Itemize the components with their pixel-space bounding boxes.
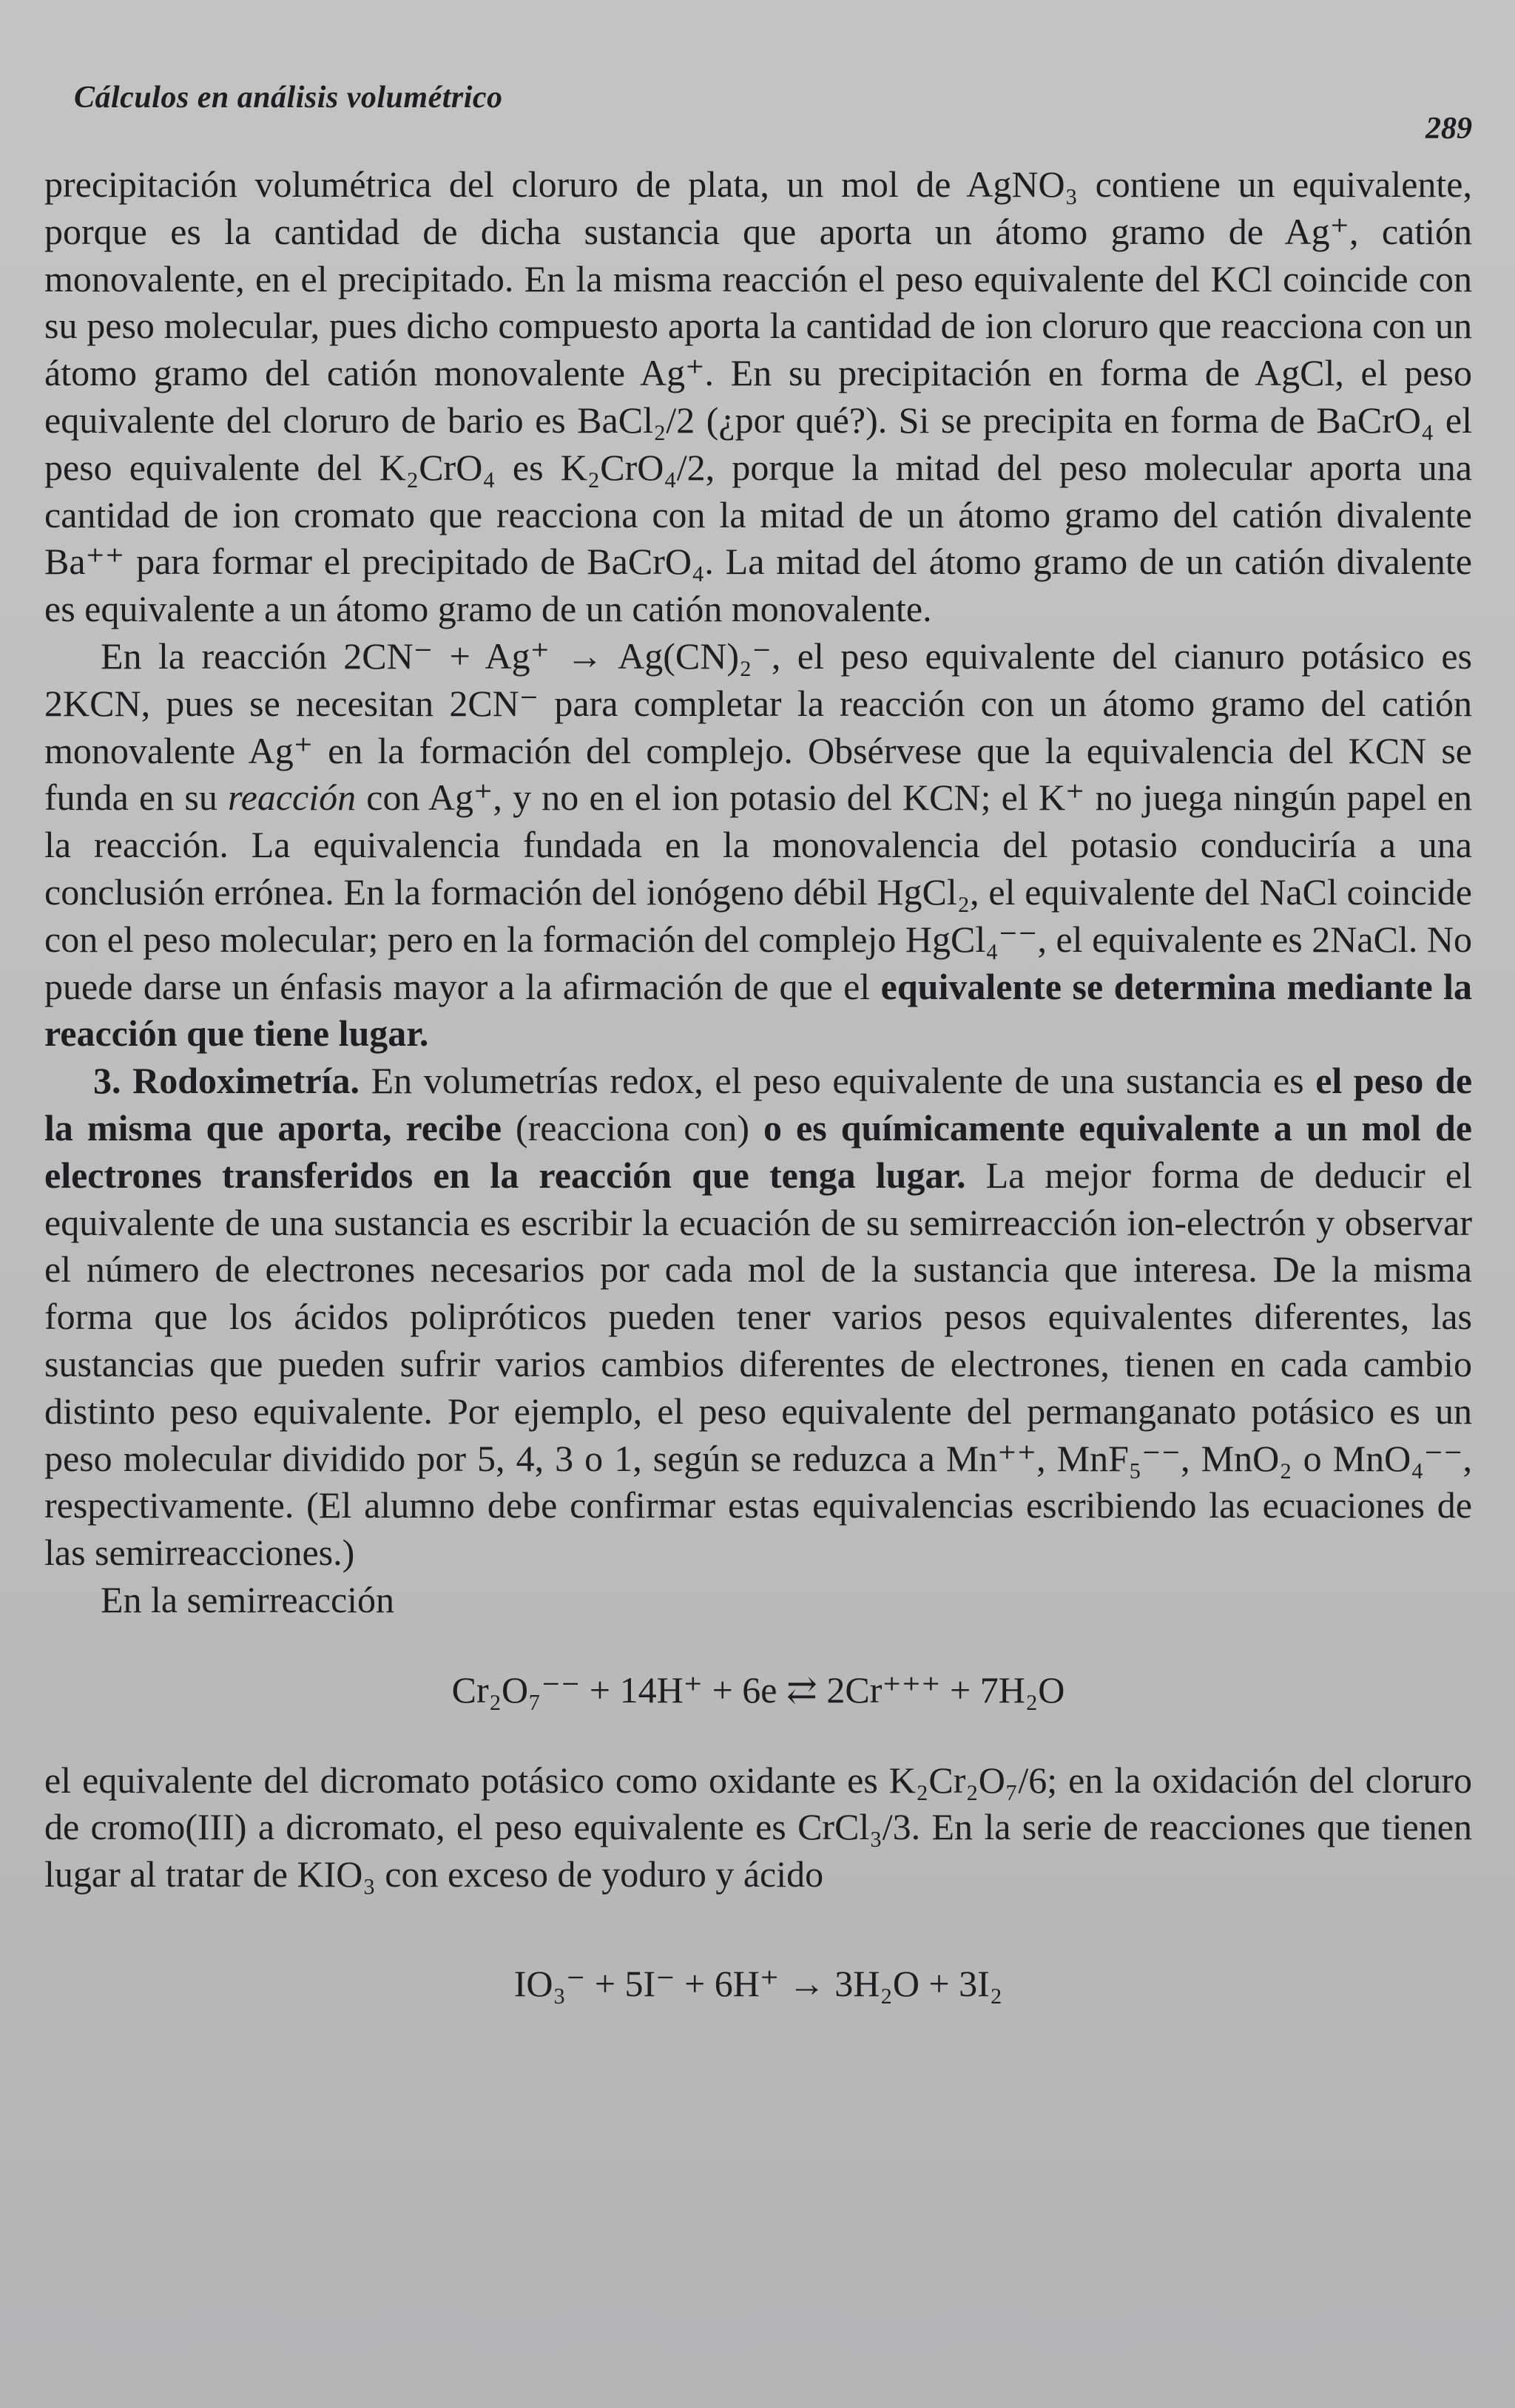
body-text <box>44 161 1472 2051</box>
paragraph-3-text-c: La mejor forma de deducir el equivalente de una sustancia es escribir la ecuación de su semirreacción ion-electrón y observar el número de electrones necesarios por cada mol de la sustancia que interesa. De la misma forma que los ácidos polipróticos pueden tener varios pesos equivalentes diferentes, las sustancias que pueden sufrir varios cambios diferentes de electrones, tienen en cada cambio distinto peso equivalente. Por ejemplo, el peso equivalente del permanganato potásico es un peso molecular dividido por 5, 4, 3 o 1, según se reduzca a Mn⁺⁺, MnF₅⁻⁻, MnO₂ o MnO₄⁻⁻, respectivamente. (El alumno debe confirmar estas equivalencias escribiendo las ecuaciones de las semirreacciones.) <box>44 1154 1472 1574</box>
section-number: 3. <box>93 1060 121 1102</box>
section-title: Rodoximetría. <box>132 1060 360 1102</box>
paragraph-2-italic: reacción <box>228 777 357 819</box>
paragraph-2-emphasis: equivalente se determina mediante la reacción que tiene lugar. <box>44 965 1472 1055</box>
paragraph-3 <box>44 1058 1472 1577</box>
paragraph-4: En la semirreacción <box>101 1578 395 1620</box>
paragraph-2 <box>44 633 1472 1058</box>
paragraph-3-text-a: En volumetrías redox, el peso equivalente de una sustancia es <box>360 1060 1316 1102</box>
paragraph-3-bold-2: o es químicamente equivalente a un mol de electrones transferidos en la reacción que tenga lugar. <box>44 1106 1472 1196</box>
page-number: 289 <box>1425 112 1472 146</box>
paragraph-2-text-b: con Ag⁺, y no en el ion potasio del KCN; el K⁺ no juega ningún papel en la reacción. La equivalencia fundada en la monovalencia del potasio conduciría a una conclusión errónea. En la formación del ionógeno débil HgCl₂, el equivalente del NaCl coincide con el peso molecular; pero en la formación del complejo HgCl₄⁻⁻, el equivalente es 2NaCl. No puede darse un énfasis mayor a la afirmación de que el <box>44 777 1472 1007</box>
paragraph-2-text-a: En la reacción 2CN⁻ + Ag⁺ → Ag(CN)₂⁻, el peso equivalente del cianuro potásico es 2KCN, pues se necesitan 2CN⁻ para completar la reacción con un átomo gramo del catión monovalente Ag⁺ en la formación del complejo. Obsérvese que la equivalencia del KCN se funda en su <box>44 635 1472 819</box>
paragraph-3-text-b: (reacciona con) <box>502 1106 764 1149</box>
equation-dichromate: Cr₂O₇⁻⁻ + 14H⁺ + 6e ⇄ 2Cr⁺⁺⁺ + 7H₂O <box>451 1668 1065 1711</box>
paragraph-1: precipitación volumétrica del cloruro de plata, un mol de AgNO₃ contiene un equivalente, porque es la cantidad de dicha sustancia que aporta un átomo gramo de Ag⁺, catión monovalente, en el precipitado. En la misma reacción el peso equivalente del KCl coincide con su peso molecular, pues dicho compuesto aporta la cantidad de ion cloruro que reacciona con un átomo gramo del catión monovalente Ag⁺. En su precipitación en forma de AgCl, el peso equivalente del cloruro de bario es BaCl₂/2 (¿por qué?). Si se precipita en forma de BaCrO₄ el peso equivalente del K₂CrO₄ es K₂CrO₄/2, porque la mitad del peso molecular aporta una cantidad de ion cromato que reacciona con la mitad de un átomo gramo del catión divalente Ba⁺⁺ para formar el precipitado de BaCrO₄. La mitad del átomo gramo de un catión divalente es equivalente a un átomo gramo de un catión monovalente. <box>44 163 1472 630</box>
running-title: Cálculos en análisis volumétrico <box>74 81 503 115</box>
paragraph-5: el equivalente del dicromato potásico como oxidante es K₂Cr₂O₇/6; en la oxidación del cloruro de cromo(III) a dicromato, el peso equivalente es CrCl₃/3. En la serie de reacciones que tienen lugar al tratar de KIO₃ con exceso de yoduro y ácido <box>44 1759 1472 1895</box>
paragraph-3-bold-1: el peso de la misma que aporta, recibe <box>44 1060 1473 1149</box>
equation-iodate: IO₃⁻ + 5I⁻ + 6H⁺ → 3H₂O + 3I₂ <box>513 1962 1003 2004</box>
